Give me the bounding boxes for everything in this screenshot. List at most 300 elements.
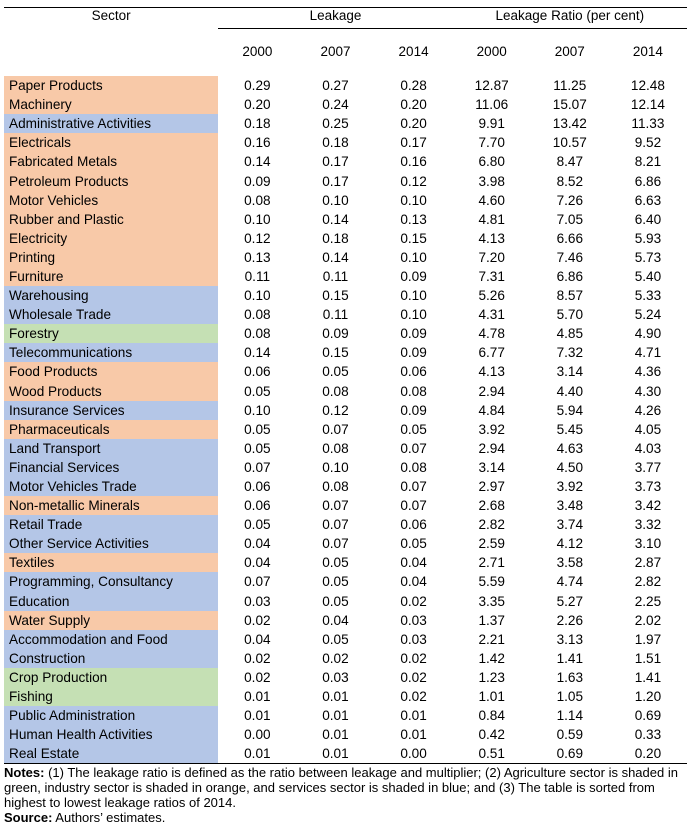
sector-cell: Education	[4, 592, 218, 611]
leakage-cell: 0.11	[322, 307, 349, 323]
sector-cell: Motor Vehicles Trade	[4, 477, 218, 496]
leakage-ratio-cell: 3.35	[478, 593, 505, 609]
leakage-ratio-cell: 1.14	[556, 708, 584, 724]
leakage-ratio-cell: 2.87	[634, 555, 662, 571]
leakage-cell: 0.20	[400, 97, 427, 113]
leakage-cell: 0.05	[244, 383, 271, 399]
leakage-cell: 0.13	[400, 211, 427, 227]
leakage-cell: 0.08	[244, 307, 271, 323]
leakage-cell: 0.05	[244, 517, 271, 533]
leakage-cell: 0.10	[244, 402, 271, 418]
source-text: Authors’ estimates.	[52, 810, 166, 826]
leakage-ratio-cell: 6.86	[556, 268, 584, 284]
leakage-ratio-cell: 7.26	[556, 192, 584, 208]
table-row	[4, 152, 687, 171]
leakage-ratio-cell: 4.74	[556, 574, 584, 590]
leakage-cell: 0.09	[400, 402, 427, 418]
sector-cell: Public Administration	[4, 706, 218, 725]
leakage-cell: 0.10	[400, 249, 427, 265]
leakage-ratio-cell: 3.73	[634, 479, 662, 495]
leakage-ratio-cell: 2.26	[556, 612, 584, 628]
leakage-cell: 0.14	[322, 211, 349, 227]
leakage-cell: 0.17	[400, 135, 427, 151]
leakage-cell: 0.09	[400, 345, 427, 361]
sector-cell: Telecommunications	[4, 343, 218, 362]
leakage-cell: 0.01	[322, 689, 349, 705]
leakage-cell: 0.04	[244, 536, 271, 552]
leakage-ratio-cell: 3.58	[556, 555, 584, 571]
sector-cell: Paper Products	[4, 74, 218, 95]
leakage-cell: 0.07	[244, 459, 271, 475]
leakage-cell: 0.12	[244, 230, 271, 246]
leakage-cell: 0.08	[400, 459, 427, 475]
table-header	[4, 8, 687, 75]
table-row	[4, 171, 687, 190]
leakage-ratio-cell: 4.71	[634, 345, 662, 361]
leakage-ratio-cell: 5.94	[556, 402, 584, 418]
leakage-ratio-cell: 3.32	[634, 517, 662, 533]
leakage-ratio-cell: 6.63	[634, 192, 662, 208]
sector-cell: Forestry	[4, 324, 218, 343]
leakage-cell: 0.06	[400, 364, 427, 380]
notes-label: Notes:	[4, 765, 45, 781]
table-row	[4, 401, 687, 420]
leakage-ratio-cell: 11.06	[475, 97, 509, 113]
table-row	[4, 744, 687, 764]
leakage-cell: 0.20	[244, 97, 271, 113]
leakage-cell: 0.16	[400, 154, 427, 170]
leakage-ratio-cell: 6.86	[634, 173, 662, 189]
leakage-ratio-cell: 3.98	[478, 173, 505, 189]
sector-cell: Financial Services	[4, 458, 218, 477]
leakage-cell: 0.07	[322, 498, 349, 514]
table-row	[4, 649, 687, 668]
leakage-ratio-cell: 5.40	[634, 268, 662, 284]
leakage-ratio-cell: 1.42	[478, 650, 505, 666]
table-row	[4, 133, 687, 152]
leakage-ratio-cell: 5.24	[634, 307, 662, 323]
table-row	[4, 668, 687, 687]
leakage-ratio-cell: 1.23	[478, 669, 505, 685]
sector-cell: Administrative Activities	[4, 114, 218, 133]
leakage-ratio-cell: 0.59	[556, 727, 584, 743]
leakage-cell: 0.13	[244, 249, 271, 265]
leakage-ratio-cell: 3.77	[634, 459, 662, 475]
leakage-cell: 0.04	[322, 612, 349, 628]
leakage-ratio-cell: 1.05	[556, 689, 584, 705]
leakage-ratio-cell: 3.42	[634, 498, 662, 514]
leakage-cell: 0.01	[322, 708, 349, 724]
leakage-cell: 0.01	[244, 708, 271, 724]
leakage-cell: 0.12	[400, 173, 427, 189]
table-row	[4, 534, 687, 553]
leakage-ratio-cell: 0.42	[478, 727, 505, 743]
leakage-ratio-cell: 9.91	[478, 116, 505, 132]
leakage-ratio-cell: 2.71	[478, 555, 505, 571]
year-header: 2000	[476, 44, 507, 59]
leakage-cell: 0.03	[244, 593, 271, 609]
year-header: 2007	[320, 44, 351, 59]
leakage-ratio-cell: 3.14	[478, 459, 505, 475]
table-row	[4, 305, 687, 324]
leakage-ratio-cell: 7.32	[556, 345, 584, 361]
leakage-group-header: Leakage	[218, 8, 452, 29]
leakage-cell: 0.02	[244, 669, 271, 685]
leakage-cell: 0.10	[244, 288, 271, 304]
leakage-cell: 0.07	[400, 479, 427, 495]
sector-cell: Fishing	[4, 687, 218, 706]
leakage-cell: 0.08	[322, 383, 349, 399]
leakage-cell: 0.15	[322, 288, 349, 304]
leakage-ratio-cell: 12.14	[630, 97, 665, 113]
leakage-cell: 0.08	[244, 192, 271, 208]
sector-cell: Construction	[4, 649, 218, 668]
leakage-cell: 0.05	[322, 631, 349, 647]
leakage-ratio-cell: 8.57	[556, 288, 584, 304]
leakage-ratio-cell: 4.81	[478, 211, 505, 227]
leakage-ratio-cell: 5.33	[634, 288, 662, 304]
leakage-ratio-cell: 0.69	[556, 746, 584, 762]
leakage-ratio-cell: 4.63	[556, 440, 584, 456]
leakage-cell: 0.18	[322, 135, 349, 151]
sector-column-header: Sector	[91, 8, 131, 23]
sector-cell: Pharmaceuticals	[4, 420, 218, 439]
leakage-ratio-cell: 12.48	[609, 74, 687, 95]
leakage-ratio-cell: 7.31	[478, 268, 505, 284]
leakage-cell: 0.05	[322, 364, 349, 380]
leakage-cell: 0.02	[400, 650, 427, 666]
table-row	[4, 362, 687, 381]
leakage-cell: 0.24	[322, 97, 349, 113]
sector-cell: Electricals	[4, 133, 218, 152]
leakage-cell: 0.05	[322, 593, 349, 609]
leakage-ratio-cell: 2.94	[478, 440, 505, 456]
leakage-cell: 0.05	[244, 421, 271, 437]
table-row	[4, 439, 687, 458]
leakage-cell: 0.01	[400, 727, 427, 743]
leakage-ratio-cell: 4.84	[478, 402, 505, 418]
sector-cell: Other Service Activities	[4, 534, 218, 553]
leakage-ratio-cell: 4.03	[634, 440, 662, 456]
leakage-cell: 0.18	[244, 116, 271, 132]
leakage-cell: 0.06	[244, 479, 271, 495]
table-row	[4, 553, 687, 572]
leakage-cell: 0.17	[322, 173, 349, 189]
leakage-cell: 0.03	[400, 612, 427, 628]
source-line	[4, 810, 687, 825]
sector-cell: Wholesale Trade	[4, 305, 218, 324]
leakage-ratio-cell: 1.37	[478, 612, 505, 628]
leakage-cell: 0.17	[322, 154, 349, 170]
sector-cell: Fabricated Metals	[4, 152, 218, 171]
leakage-ratio-cell: 1.63	[556, 669, 584, 685]
leakage-cell: 0.11	[244, 268, 271, 284]
table-notes	[4, 765, 687, 825]
leakage-ratio-cell: 5.70	[556, 307, 584, 323]
leakage-cell: 0.15	[322, 345, 349, 361]
leakage-cell: 0.01	[244, 746, 271, 762]
leakage-cell: 0.05	[322, 555, 349, 571]
leakage-ratio-cell: 5.26	[478, 288, 505, 304]
leakage-cell: 0.08	[244, 326, 271, 342]
leakage-ratio-cell: 11.33	[631, 116, 665, 132]
leakage-cell: 0.01	[322, 746, 349, 762]
leakage-ratio-cell: 8.21	[634, 154, 662, 170]
leakage-cell: 0.00	[244, 727, 271, 743]
year-header: 2014	[398, 44, 429, 59]
leakage-ratio-cell: 1.01	[478, 689, 505, 705]
leakage-ratio-cell: 3.74	[556, 517, 584, 533]
leakage-ratio-cell: 2.68	[478, 498, 505, 514]
leakage-ratio-cell: 4.13	[478, 230, 505, 246]
table-row	[4, 324, 687, 343]
leakage-ratio-cell: 9.52	[634, 135, 662, 151]
leakage-ratio-cell: 5.59	[478, 574, 505, 590]
table-row	[4, 95, 687, 114]
leakage-ratio-cell: 4.90	[634, 326, 662, 342]
leakage-cell: 0.09	[400, 268, 427, 284]
leakage-cell: 0.02	[400, 593, 427, 609]
sector-cell: Warehousing	[4, 286, 218, 305]
table-row	[4, 191, 687, 210]
leakage-ratio-cell: 1.20	[634, 689, 662, 705]
leakage-cell: 0.07	[322, 536, 349, 552]
leakage-cell: 0.02	[244, 650, 271, 666]
leakage-ratio-cell: 11.25	[531, 74, 609, 95]
leakage-table	[4, 7, 687, 764]
table-row	[4, 725, 687, 744]
leakage-cell: 0.09	[400, 326, 427, 342]
leakage-cell: 0.04	[400, 574, 427, 590]
leakage-ratio-cell: 2.21	[478, 631, 505, 647]
leakage-ratio-cell: 6.40	[634, 211, 662, 227]
table-row	[4, 572, 687, 591]
table-body	[4, 74, 687, 764]
table-row	[4, 229, 687, 248]
year-header: 2007	[554, 44, 585, 59]
leakage-cell: 0.07	[322, 421, 349, 437]
leakage-cell: 0.03	[322, 669, 349, 685]
leakage-ratio-cell: 15.07	[552, 97, 587, 113]
sector-cell: Non-metallic Minerals	[4, 496, 218, 515]
leakage-ratio-cell: 1.41	[556, 650, 584, 666]
leakage-cell: 0.29	[218, 74, 296, 95]
leakage-cell: 0.05	[244, 440, 271, 456]
leakage-cell: 0.01	[400, 708, 427, 724]
sector-cell: Electricity	[4, 229, 218, 248]
table-row	[4, 496, 687, 515]
leakage-ratio-cell: 5.73	[634, 249, 662, 265]
leakage-cell: 0.10	[400, 192, 427, 208]
leakage-ratio-cell: 3.48	[556, 498, 584, 514]
leakage-ratio-cell: 1.97	[634, 631, 662, 647]
table-row	[4, 210, 687, 229]
table-row	[4, 74, 687, 95]
leakage-ratio-cell: 2.82	[478, 517, 505, 533]
leakage-ratio-cell: 12.87	[453, 74, 531, 95]
leakage-ratio-cell: 8.47	[556, 154, 584, 170]
leakage-ratio-cell: 0.69	[634, 708, 662, 724]
leakage-cell: 0.10	[244, 211, 271, 227]
leakage-cell: 0.05	[400, 421, 427, 437]
leakage-ratio-cell: 13.42	[552, 116, 587, 132]
leakage-table-document	[4, 7, 687, 825]
leakage-cell: 0.15	[400, 230, 427, 246]
table-row	[4, 706, 687, 725]
table-row	[4, 515, 687, 534]
sector-cell: Furniture	[4, 267, 218, 286]
leakage-cell: 0.05	[400, 536, 427, 552]
leakage-ratio-cell: 2.82	[634, 574, 662, 590]
leakage-ratio-cell: 4.31	[478, 307, 505, 323]
leakage-ratio-cell: 3.92	[556, 479, 584, 495]
leakage-ratio-cell: 4.05	[634, 421, 662, 437]
leakage-cell: 0.10	[322, 459, 349, 475]
leakage-cell: 0.14	[322, 249, 349, 265]
leakage-ratio-cell: 4.60	[478, 192, 505, 208]
leakage-cell: 0.07	[400, 440, 427, 456]
leakage-ratio-cell: 5.27	[556, 593, 584, 609]
leakage-cell: 0.03	[400, 631, 427, 647]
leakage-ratio-cell: 7.20	[478, 249, 505, 265]
sector-cell: Rubber and Plastic	[4, 210, 218, 229]
sector-cell: Motor Vehicles	[4, 191, 218, 210]
leakage-cell: 0.01	[244, 689, 271, 705]
leakage-ratio-cell: 4.12	[556, 536, 584, 552]
table-row	[4, 687, 687, 706]
table-row	[4, 286, 687, 305]
leakage-cell: 0.20	[400, 116, 427, 132]
leakage-cell: 0.04	[244, 631, 271, 647]
table-row	[4, 382, 687, 401]
leakage-ratio-cell: 10.57	[552, 135, 587, 151]
leakage-ratio-cell: 5.45	[556, 421, 584, 437]
table-row	[4, 611, 687, 630]
leakage-ratio-cell: 4.78	[478, 326, 505, 342]
leakage-cell: 0.01	[322, 727, 349, 743]
leakage-cell: 0.14	[244, 154, 271, 170]
leakage-ratio-cell: 2.94	[478, 383, 505, 399]
leakage-ratio-cell: 7.70	[478, 135, 505, 151]
leakage-ratio-cell: 0.84	[478, 708, 505, 724]
table-row	[4, 592, 687, 611]
leakage-ratio-cell: 3.10	[634, 536, 662, 552]
leakage-cell: 0.06	[244, 364, 271, 380]
leakage-ratio-cell: 1.51	[634, 650, 662, 666]
leakage-cell: 0.07	[244, 574, 271, 590]
leakage-cell: 0.06	[244, 498, 271, 514]
leakage-ratio-cell: 1.41	[634, 669, 662, 685]
table-row	[4, 420, 687, 439]
leakage-ratio-cell: 0.51	[478, 746, 505, 762]
table-row	[4, 267, 687, 286]
leakage-ratio-group-header: Leakage Ratio (per cent)	[453, 8, 687, 29]
table-row	[4, 477, 687, 496]
leakage-cell: 0.02	[400, 669, 427, 685]
leakage-cell: 0.12	[322, 402, 349, 418]
leakage-cell: 0.18	[322, 230, 349, 246]
leakage-cell: 0.08	[400, 383, 427, 399]
leakage-ratio-cell: 2.59	[478, 536, 505, 552]
leakage-cell: 0.07	[400, 498, 427, 514]
leakage-cell: 0.10	[322, 192, 349, 208]
leakage-ratio-cell: 3.92	[478, 421, 505, 437]
leakage-ratio-cell: 4.36	[634, 364, 662, 380]
sector-cell: Water Supply	[4, 611, 218, 630]
sector-cell: Programming, Consultancy	[4, 572, 218, 591]
notes-text: (1) The leakage ratio is defined as the ratio between leakage and multiplier; (2) Agriculture sector is shaded in green, industry sector is shaded in orange, and services sector is shaded in blue; and (3) The table is sorted from highest to lowest leakage ratios of 2014.	[4, 765, 678, 811]
sector-cell: Printing	[4, 248, 218, 267]
leakage-cell: 0.02	[244, 612, 271, 628]
leakage-cell: 0.10	[400, 288, 427, 304]
leakage-cell: 0.11	[322, 268, 349, 284]
year-header: 2000	[242, 44, 273, 59]
leakage-ratio-cell: 4.26	[634, 402, 662, 418]
leakage-ratio-cell: 0.20	[634, 746, 662, 762]
leakage-ratio-cell: 6.80	[478, 154, 505, 170]
sector-cell: Petroleum Products	[4, 171, 218, 190]
leakage-ratio-cell: 4.13	[478, 364, 505, 380]
leakage-ratio-cell: 2.02	[634, 612, 662, 628]
sector-cell: Crop Production	[4, 668, 218, 687]
leakage-cell: 0.27	[296, 74, 374, 95]
leakage-cell: 0.06	[400, 517, 427, 533]
leakage-cell: 0.02	[322, 650, 349, 666]
leakage-cell: 0.08	[322, 440, 349, 456]
sector-cell: Wood Products	[4, 382, 218, 401]
leakage-cell: 0.25	[322, 116, 349, 132]
sector-cell: Accommodation and Food	[4, 630, 218, 649]
leakage-ratio-cell: 7.46	[556, 249, 584, 265]
leakage-ratio-cell: 2.25	[634, 593, 662, 609]
sector-cell: Retail Trade	[4, 515, 218, 534]
leakage-cell: 0.09	[244, 173, 271, 189]
table-row	[4, 343, 687, 362]
leakage-ratio-cell: 4.50	[556, 459, 584, 475]
leakage-ratio-cell: 4.30	[634, 383, 662, 399]
leakage-cell: 0.04	[400, 555, 427, 571]
source-label: Source:	[4, 810, 53, 826]
table-row	[4, 114, 687, 133]
leakage-ratio-cell: 6.77	[478, 345, 505, 361]
leakage-ratio-cell: 8.52	[556, 173, 584, 189]
leakage-cell: 0.08	[322, 479, 349, 495]
leakage-cell: 0.28	[375, 74, 453, 95]
sector-cell: Insurance Services	[4, 401, 218, 420]
leakage-ratio-cell: 7.05	[556, 211, 584, 227]
leakage-ratio-cell: 4.85	[556, 326, 584, 342]
leakage-cell: 0.05	[322, 574, 349, 590]
table-row	[4, 458, 687, 477]
table-row	[4, 630, 687, 649]
leakage-cell: 0.07	[322, 517, 349, 533]
leakage-ratio-cell: 3.14	[556, 364, 584, 380]
leakage-cell: 0.10	[400, 307, 427, 323]
table-row	[4, 248, 687, 267]
sector-cell: Machinery	[4, 95, 218, 114]
year-header: 2014	[632, 44, 663, 59]
sector-cell: Real Estate	[4, 744, 218, 764]
leakage-ratio-cell: 2.97	[478, 479, 505, 495]
leakage-ratio-cell: 3.13	[556, 631, 584, 647]
leakage-cell: 0.09	[322, 326, 349, 342]
leakage-ratio-cell: 0.33	[634, 727, 662, 743]
sector-cell: Human Health Activities	[4, 725, 218, 744]
sector-cell: Food Products	[4, 362, 218, 381]
leakage-cell: 0.00	[400, 746, 427, 762]
leakage-ratio-cell: 4.40	[556, 383, 584, 399]
notes-paragraph	[4, 765, 687, 810]
